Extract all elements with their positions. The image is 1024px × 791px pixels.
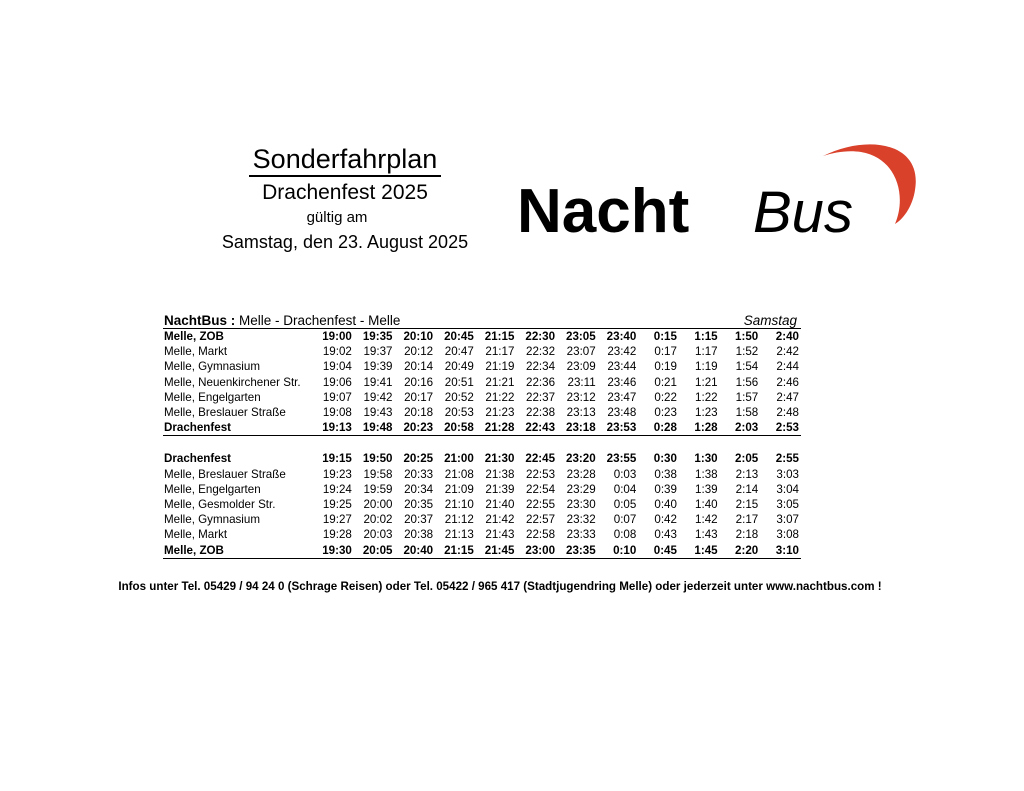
departure-time: 19:15 xyxy=(322,452,352,466)
departure-time: 22:57 xyxy=(526,513,556,527)
table-row xyxy=(163,527,801,542)
departure-time: 21:22 xyxy=(485,390,515,404)
departure-time: 2:53 xyxy=(760,420,801,436)
departure-time: 23:12 xyxy=(566,390,596,404)
stop-name: Melle, Markt xyxy=(164,528,228,542)
departure-time: 3:08 xyxy=(776,528,799,542)
departure-time: 0:07 xyxy=(613,513,637,527)
departure-time: 20:37 xyxy=(404,513,434,527)
departure-time: 2:48 xyxy=(776,406,799,420)
departure-time: 1:17 xyxy=(695,345,718,359)
departure-time: 19:42 xyxy=(363,390,393,404)
departure-time: 1:38 xyxy=(695,467,718,481)
timetable-grid xyxy=(163,329,801,559)
departure-time: 1:19 xyxy=(695,360,718,374)
departure-time: 22:54 xyxy=(526,482,556,496)
departure-time: 0:21 xyxy=(654,375,677,389)
departure-time: 3:04 xyxy=(776,482,799,496)
departure-time: 2:03 xyxy=(720,420,761,436)
departure-time: 23:33 xyxy=(566,528,596,542)
departure-time: 21:12 xyxy=(444,513,474,527)
departure-time: 21:15 xyxy=(435,543,476,559)
stop-name: Melle, Gymnasium xyxy=(164,360,260,374)
departure-time: 23:48 xyxy=(607,406,637,420)
table-row xyxy=(163,390,801,405)
departure-time: 19:28 xyxy=(322,528,352,542)
brand-label: NachtBus : xyxy=(164,313,236,328)
service-date: Samstag, den 23. August 2025 xyxy=(221,232,469,252)
departure-time: 19:13 xyxy=(313,420,354,436)
departure-time: 0:30 xyxy=(653,452,677,466)
departure-time: 1:30 xyxy=(694,452,718,466)
table-row xyxy=(163,451,801,466)
departure-time: 23:18 xyxy=(557,420,598,436)
departure-time: 19:37 xyxy=(363,345,393,359)
departure-time: 0:39 xyxy=(654,482,677,496)
departure-time: 23:35 xyxy=(557,543,598,559)
departure-time: 19:39 xyxy=(363,360,393,374)
departure-time: 19:07 xyxy=(322,390,352,404)
departure-time: 1:22 xyxy=(695,390,718,404)
nachtbus-logo xyxy=(515,140,925,240)
departure-time: 20:53 xyxy=(444,406,474,420)
departure-time: 21:08 xyxy=(444,467,474,481)
departure-time: 20:02 xyxy=(363,513,393,527)
departure-time: 2:44 xyxy=(776,360,799,374)
departure-time: 2:05 xyxy=(735,452,759,466)
departure-time: 23:47 xyxy=(607,390,637,404)
departure-time: 1:54 xyxy=(735,360,759,374)
stop-name: Melle, Gymnasium xyxy=(164,513,260,527)
stop-name: Melle, Breslauer Straße xyxy=(164,467,286,481)
departure-time: 19:43 xyxy=(363,406,393,420)
departure-time: 20:33 xyxy=(404,467,434,481)
departure-time: 1:15 xyxy=(694,330,718,343)
departure-time: 22:58 xyxy=(526,528,556,542)
departure-time: 0:03 xyxy=(613,467,637,481)
departure-time: 0:10 xyxy=(598,543,639,559)
departure-time: 2:40 xyxy=(775,330,799,343)
departure-time: 20:10 xyxy=(403,330,434,343)
departure-time: 2:17 xyxy=(735,513,759,527)
stop-name: Melle, Breslauer Straße xyxy=(164,406,286,420)
departure-time: 20:14 xyxy=(404,360,434,374)
departure-time: 21:19 xyxy=(485,360,515,374)
departure-time: 22:43 xyxy=(516,420,557,436)
departure-time: 2:18 xyxy=(735,528,759,542)
table-row xyxy=(163,467,801,482)
departure-time: 21:30 xyxy=(484,452,515,466)
departure-time: 0:23 xyxy=(654,406,677,420)
departure-time: 23:28 xyxy=(566,467,596,481)
departure-time: 2:14 xyxy=(735,482,759,496)
departure-time: 19:24 xyxy=(322,482,352,496)
departure-time: 2:13 xyxy=(735,467,759,481)
departure-time: 20:12 xyxy=(404,345,434,359)
route-label: Melle - Drachenfest - Melle xyxy=(239,313,401,328)
table-row xyxy=(163,329,801,344)
departure-time: 20:38 xyxy=(404,528,434,542)
departure-time: 20:45 xyxy=(444,330,474,343)
departure-time: 23:32 xyxy=(566,513,596,527)
departure-time: 19:04 xyxy=(322,360,352,374)
departure-time: 2:47 xyxy=(776,390,799,404)
departure-time: 23:40 xyxy=(606,330,637,343)
departure-time: 2:20 xyxy=(720,543,761,559)
departure-time: 21:40 xyxy=(485,498,515,512)
table-row xyxy=(163,405,801,420)
page-title: Sonderfahrplan xyxy=(249,143,442,177)
stop-name: Drachenfest xyxy=(164,452,232,466)
table-row xyxy=(163,497,801,512)
departure-time: 19:48 xyxy=(354,420,395,436)
table-row xyxy=(163,344,801,359)
departure-time: 23:53 xyxy=(598,420,639,436)
departure-time: 23:29 xyxy=(566,482,596,496)
departure-time: 22:53 xyxy=(526,467,556,481)
logo-text-bus: Bus xyxy=(753,180,853,240)
logo-text-nacht: Nacht xyxy=(517,177,690,240)
departure-time: 23:07 xyxy=(566,345,596,359)
departure-time: 0:19 xyxy=(654,360,677,374)
departure-time: 0:22 xyxy=(654,390,677,404)
stop-name: Melle, Gesmolder Str. xyxy=(164,498,276,512)
departure-time: 21:43 xyxy=(485,528,515,542)
departure-time: 0:43 xyxy=(654,528,677,542)
departure-time: 23:46 xyxy=(607,375,637,389)
departure-time: 19:58 xyxy=(363,467,393,481)
departure-time: 1:39 xyxy=(695,482,718,496)
departure-time: 23:13 xyxy=(566,406,596,420)
departure-time: 22:55 xyxy=(526,498,556,512)
departure-time: 21:09 xyxy=(444,482,474,496)
departure-time: 23:09 xyxy=(566,360,596,374)
departure-time: 22:34 xyxy=(526,360,556,374)
departure-time: 0:45 xyxy=(638,543,679,559)
stop-name: Melle, Neuenkirchener Str. xyxy=(164,375,301,389)
departure-time: 20:23 xyxy=(394,420,435,436)
departure-time: 19:30 xyxy=(313,543,354,559)
departure-time: 23:20 xyxy=(566,452,596,466)
departure-time: 21:21 xyxy=(485,375,515,389)
departure-time: 1:45 xyxy=(679,543,720,559)
departure-time: 22:37 xyxy=(526,390,556,404)
departure-time: 1:50 xyxy=(735,330,759,343)
table-row xyxy=(163,420,801,436)
departure-time: 20:05 xyxy=(354,543,395,559)
departure-time: 20:17 xyxy=(404,390,434,404)
departure-time: 23:55 xyxy=(606,452,637,466)
departure-time: 21:42 xyxy=(485,513,515,527)
departure-time: 0:05 xyxy=(613,498,637,512)
departure-time: 1:56 xyxy=(735,375,759,389)
departure-time: 19:02 xyxy=(322,345,352,359)
departure-time: 21:39 xyxy=(485,482,515,496)
stop-name: Drachenfest xyxy=(163,420,313,436)
departure-time: 19:08 xyxy=(322,406,352,420)
departure-time: 20:40 xyxy=(394,543,435,559)
departure-time: 21:00 xyxy=(444,452,474,466)
departure-time: 0:42 xyxy=(654,513,677,527)
departure-time: 21:23 xyxy=(485,406,515,420)
departure-time: 20:49 xyxy=(444,360,474,374)
departure-time: 1:28 xyxy=(679,420,720,436)
departure-time: 19:41 xyxy=(363,375,393,389)
departure-time: 2:46 xyxy=(776,375,799,389)
valid-label: gültig am xyxy=(306,209,368,226)
departure-time: 1:52 xyxy=(735,345,759,359)
route-title xyxy=(164,313,400,328)
departure-time: 22:38 xyxy=(526,406,556,420)
departure-time: 19:50 xyxy=(362,452,393,466)
departure-time: 2:55 xyxy=(775,452,799,466)
departure-time: 23:05 xyxy=(566,330,596,343)
departure-time: 23:11 xyxy=(567,375,596,389)
departure-time: 20:51 xyxy=(444,375,474,389)
departure-time: 21:28 xyxy=(476,420,517,436)
departure-time: 19:23 xyxy=(322,467,352,481)
departure-time: 20:35 xyxy=(404,498,434,512)
departure-time: 0:15 xyxy=(653,330,677,343)
departure-time: 21:17 xyxy=(485,345,515,359)
departure-time: 22:45 xyxy=(525,452,556,466)
departure-time: 19:06 xyxy=(322,375,352,389)
schedule-header xyxy=(200,143,490,255)
departure-time: 3:05 xyxy=(776,498,799,512)
departure-time: 2:15 xyxy=(735,498,759,512)
departure-time: 21:45 xyxy=(476,543,517,559)
departure-time: 20:03 xyxy=(363,528,393,542)
departure-time: 1:40 xyxy=(695,498,718,512)
event-subtitle: Drachenfest 2025 xyxy=(262,181,428,204)
departure-time: 1:23 xyxy=(695,406,718,420)
table-row xyxy=(163,482,801,497)
departure-time: 23:30 xyxy=(566,498,596,512)
table-row xyxy=(163,375,801,390)
timetable xyxy=(163,311,801,559)
departure-time: 22:36 xyxy=(526,375,556,389)
departure-time: 22:32 xyxy=(526,345,556,359)
table-row xyxy=(163,512,801,527)
departure-time: 19:00 xyxy=(322,330,352,343)
departure-time: 23:44 xyxy=(607,360,637,374)
stop-name: Melle, Engelgarten xyxy=(164,390,261,404)
departure-time: 0:40 xyxy=(654,498,677,512)
timetable-header xyxy=(163,311,801,329)
departure-time: 1:58 xyxy=(735,406,759,420)
departure-time: 20:18 xyxy=(404,406,434,420)
departure-time: 20:34 xyxy=(404,482,434,496)
stop-name: Melle, Markt xyxy=(164,345,228,359)
stop-name: Melle, ZOB xyxy=(163,543,313,559)
departure-time: 23:00 xyxy=(516,543,557,559)
departure-time: 19:25 xyxy=(322,498,352,512)
departure-time: 19:27 xyxy=(322,513,352,527)
departure-time: 0:04 xyxy=(613,482,637,496)
departure-time: 21:10 xyxy=(444,498,474,512)
stop-name: Melle, Engelgarten xyxy=(164,482,261,496)
departure-time: 3:03 xyxy=(776,467,799,481)
table-spacer xyxy=(163,436,801,452)
departure-time: 22:30 xyxy=(525,330,556,343)
departure-time: 20:52 xyxy=(444,390,474,404)
departure-time: 20:16 xyxy=(404,375,434,389)
departure-time: 19:35 xyxy=(362,330,393,343)
departure-time: 1:57 xyxy=(735,390,759,404)
departure-time: 21:13 xyxy=(444,528,474,542)
departure-time: 21:15 xyxy=(484,330,515,343)
stop-name: Melle, ZOB xyxy=(164,330,224,343)
departure-time: 1:42 xyxy=(695,513,718,527)
departure-time: 2:42 xyxy=(776,345,799,359)
departure-time: 0:17 xyxy=(654,345,677,359)
departure-time: 20:25 xyxy=(403,452,434,466)
departure-time: 20:00 xyxy=(363,498,393,512)
departure-time: 23:42 xyxy=(607,345,637,359)
departure-time: 19:59 xyxy=(363,482,393,496)
departure-time: 0:08 xyxy=(613,528,637,542)
departure-time: 3:07 xyxy=(776,513,799,527)
departure-time: 20:58 xyxy=(435,420,476,436)
table-row xyxy=(163,543,801,559)
departure-time: 1:21 xyxy=(695,375,718,389)
departure-time: 0:38 xyxy=(654,467,677,481)
departure-time: 21:38 xyxy=(485,467,515,481)
departure-time: 20:47 xyxy=(444,345,474,359)
departure-time: 0:28 xyxy=(638,420,679,436)
departure-time: 1:43 xyxy=(695,528,718,542)
footer-info: Infos unter Tel. 05429 / 94 24 0 (Schrage Reisen) oder Tel. 05422 / 965 417 (Stadtjugendring Melle) oder jederzeit unter www.nachtbus.com ! xyxy=(118,580,882,593)
table-row xyxy=(163,359,801,374)
departure-time: 3:10 xyxy=(760,543,801,559)
day-label: Samstag xyxy=(743,313,797,328)
